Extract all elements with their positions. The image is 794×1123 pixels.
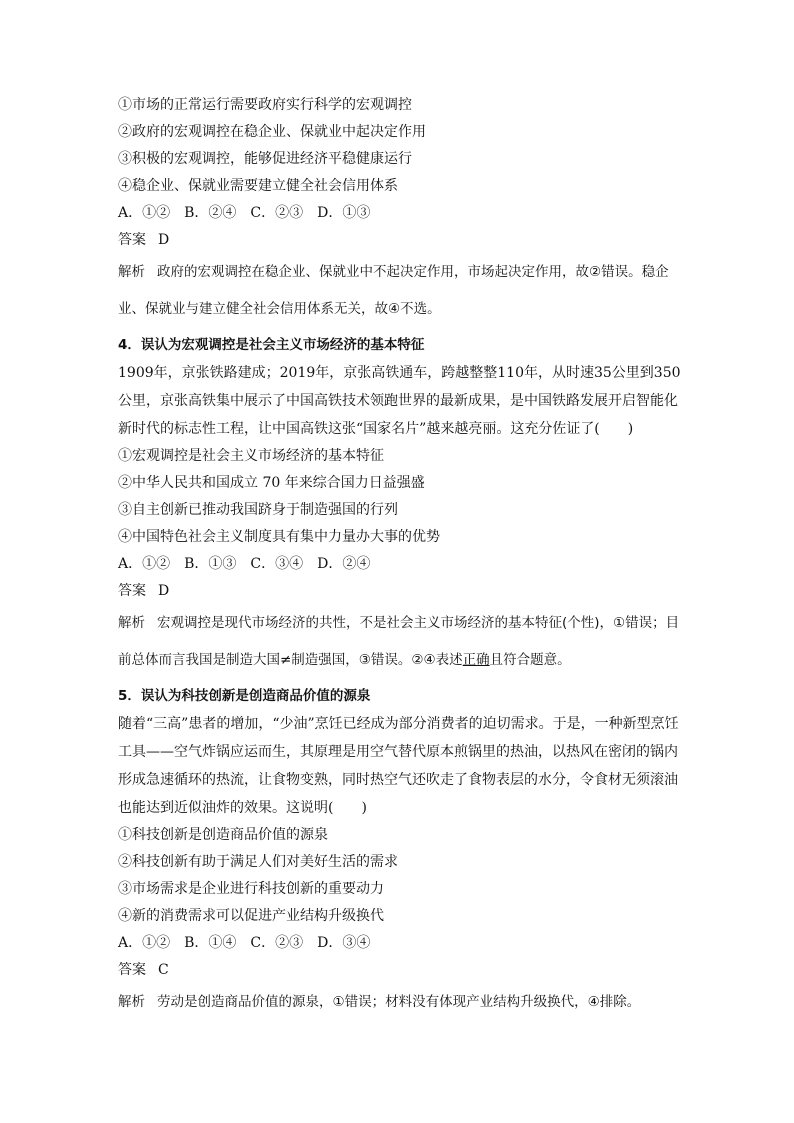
analysis-label: 解析 <box>118 994 145 1010</box>
q3-option-3: ③积极的宏观调控，能够促进经济平稳健康运行 <box>118 151 412 167</box>
q4-answer <box>118 578 688 605</box>
answer-value: D <box>158 583 170 599</box>
q4-stem: 1909年，京张铁路建成；2019年，京张高铁通车，跨越整整110年，从时速35公里到350公里，京张高铁集中展示了中国高铁技术领跑世界的最新成果，是中国铁路发展开启智能化新时代的标志性工程，让中国高铁这张“国家名片”越来越亮丽。这充分佐证了( ) <box>118 365 681 437</box>
q5-option-2: ②科技创新有助于满足人们对美好生活的需求 <box>118 854 398 870</box>
answer-value: D <box>158 232 170 248</box>
q3-option-4: ④稳企业、保就业需要建立健全社会信用体系 <box>118 178 398 194</box>
answer-label: 答案 <box>118 232 146 248</box>
question-5 <box>118 683 688 1021</box>
q3-option-1: ①市场的正常运行需要政府实行科学的宏观调控 <box>118 97 412 113</box>
answer-label: 答案 <box>118 962 146 978</box>
question-4 <box>118 332 688 679</box>
q4-option-1: ①宏观调控是社会主义市场经济的基本特征 <box>118 448 384 464</box>
q4-option-2: ②中华人民共和国成立 70 年来综合国力日益强盛 <box>118 475 425 491</box>
document-content <box>118 92 688 1021</box>
q3-answer <box>118 227 688 254</box>
q4-heading: 4．误认为宏观调控是社会主义市场经济的基本特征 <box>118 337 425 353</box>
q5-option-1: ①科技创新是创造商品价值的源泉 <box>118 827 328 843</box>
analysis-text: 劳动是创造商品价值的源泉，①错误；材料没有体现产业结构升级换代，④排除。 <box>157 994 641 1010</box>
q5-analysis <box>118 984 688 1021</box>
q4-option-4: ④中国特色社会主义制度具有集中力量办大事的优势 <box>118 529 440 545</box>
analysis-underlined: 正确 <box>462 652 490 668</box>
q3-option-2: ②政府的宏观调控在稳企业、保就业中起决定作用 <box>118 124 426 140</box>
answer-value: C <box>158 962 169 978</box>
q5-heading: 5．误认为科技创新是创造商品价值的源泉 <box>118 688 371 704</box>
answer-label: 答案 <box>118 583 146 599</box>
question-3 <box>118 92 688 328</box>
q3-choices: A．①② B．②④ C．②③ D．①③ <box>118 205 371 221</box>
q5-stem: 随着“三高”患者的增加，“少油”烹饪已经成为部分消费者的迫切需求。于是，一种新型烹饪工具——空气炸锅应运而生，其原理是用空气替代原本煎锅里的热油，以热风在密闭的锅内形成急速循环的热流，让食物变熟，同时热空气还吹走了食物表层的水分，令食材无须滚油也能达到近似油炸的效果。这说明( ) <box>118 716 679 816</box>
q3-analysis <box>118 254 688 328</box>
analysis-text-part2: 且符合题意。 <box>489 652 571 668</box>
q4-option-3: ③自主创新已推动我国跻身于制造强国的行列 <box>118 502 398 518</box>
q4-analysis <box>118 605 688 679</box>
analysis-text: 政府的宏观调控在稳企业、保就业中不起决定作用，市场起决定作用，故②错误。稳企业、保就业与建立健全社会信用体系无关，故④不选。 <box>118 264 669 317</box>
q5-option-4: ④新的消费需求可以促进产业结构升级换代 <box>118 908 384 924</box>
q5-option-3: ③市场需求是企业进行科技创新的重要动力 <box>118 881 384 897</box>
q4-choices: A．①② B．①③ C．③④ D．②④ <box>118 556 371 572</box>
analysis-label: 解析 <box>118 615 145 631</box>
q5-choices: A．①② B．①④ C．②③ D．③④ <box>118 935 371 951</box>
analysis-text-part1: 宏观调控是现代市场经济的共性，不是社会主义市场经济的基本特征(个性)，①错误；目前总体而言我国是制造大国≠制造强国，③错误。②④表述 <box>118 615 680 668</box>
q5-answer <box>118 957 688 984</box>
analysis-label: 解析 <box>118 264 145 280</box>
